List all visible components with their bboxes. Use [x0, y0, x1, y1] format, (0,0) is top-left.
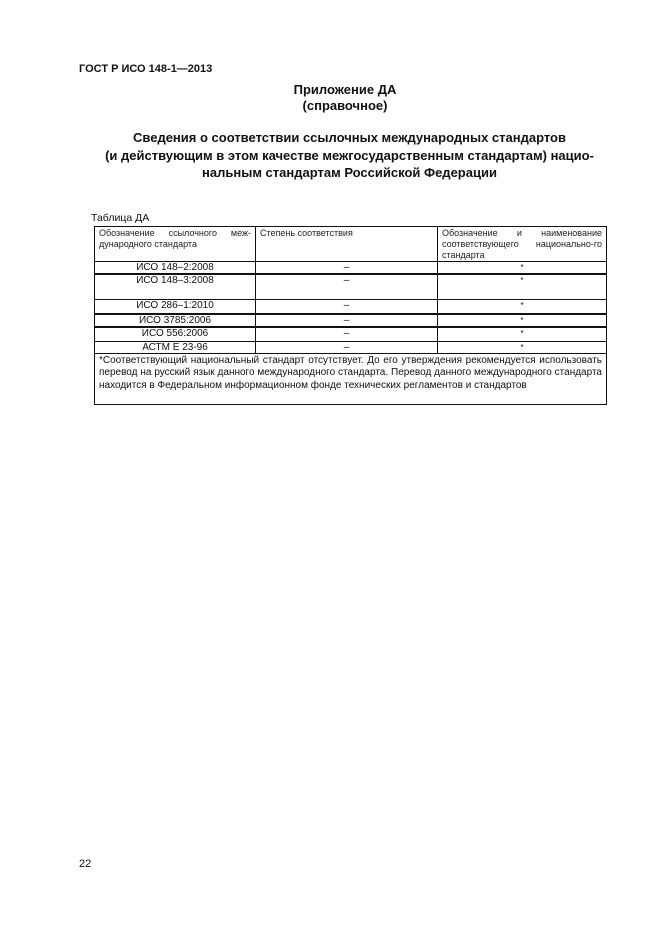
- cell-national: *: [438, 342, 607, 354]
- correspondence-table-container: [94, 226, 606, 405]
- section-title-line-3: нальным стандартам Российской Федерации: [202, 165, 497, 180]
- table-header-row: [95, 227, 607, 262]
- table-row: [95, 327, 607, 342]
- cell-degree: –: [256, 327, 438, 342]
- cell-degree: –: [256, 314, 438, 327]
- table-row: [95, 314, 607, 327]
- page-number: 22: [79, 858, 92, 870]
- cell-standard: ИСО 556:2006: [95, 327, 256, 342]
- table-footnote: *Соответствующий национальный стандарт отсутствует. До его утверждения рекомендуется использовать перевод на русский язык данного международного стандарта. Перевод данного международного стандарта находится в Федеральном информационном фонде технических регламентов и стандартов: [95, 354, 607, 405]
- table-row: [95, 262, 607, 275]
- cell-degree: –: [256, 262, 438, 275]
- cell-national: *: [438, 300, 607, 315]
- table-row: [95, 342, 607, 354]
- section-title-line-1: Сведения о соответствии ссылочных международных стандартов: [133, 130, 566, 145]
- cell-national: *: [438, 274, 607, 300]
- column-header-degree: Степень соответствия: [256, 227, 438, 262]
- cell-national: *: [438, 314, 607, 327]
- table-row: [95, 300, 607, 315]
- document-code-header: ГОСТ Р ИСО 148-1—2013: [79, 63, 213, 75]
- annex-subtitle: (справочное): [302, 98, 388, 113]
- table-row: [95, 274, 607, 300]
- table-caption: Таблица ДА: [91, 212, 150, 224]
- cell-standard: ИСО 148–2:2008: [95, 262, 256, 275]
- cell-standard: ИСО 286–1:2010: [95, 300, 256, 315]
- section-title-line-2: (и действующим в этом качестве межгосударственным стандартам) нацио-: [105, 147, 594, 163]
- cell-standard: ИСО 148–3:2008: [95, 274, 256, 300]
- column-header-international-standard: Обозначение ссылочного меж-дународного стандарта: [95, 227, 256, 262]
- cell-standard: АСТМ Е 23-96: [95, 342, 256, 354]
- table-footnote-row: [95, 354, 607, 405]
- cell-national: *: [438, 327, 607, 342]
- cell-degree: –: [256, 300, 438, 315]
- cell-degree: –: [256, 342, 438, 354]
- cell-degree: –: [256, 274, 438, 300]
- section-title: [93, 129, 606, 182]
- cell-national: *: [438, 262, 607, 275]
- correspondence-table: [94, 226, 607, 405]
- column-header-national-standard: Обозначение и наименование соответствующего национально-го стандарта: [438, 227, 607, 262]
- annex-title: Приложение ДА: [293, 82, 397, 97]
- annex-heading: [0, 82, 661, 114]
- cell-standard: ИСО 3785:2006: [95, 314, 256, 327]
